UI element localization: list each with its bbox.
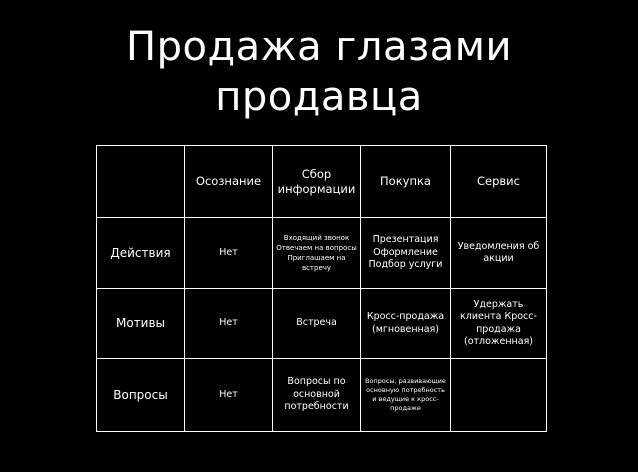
row-label-motives: Мотивы (97, 289, 185, 359)
header-information-gathering: Сбор информации (273, 146, 361, 218)
sales-stages-table (96, 145, 547, 432)
cell-motives-information: Встреча (273, 289, 361, 359)
cell-questions-information: Вопросы по основной потребности (273, 359, 361, 432)
cell-motives-awareness: Нет (185, 289, 273, 359)
cell-motives-service: Удержать клиента Кросс-продажа (отложенная) (451, 289, 547, 359)
cell-questions-service (451, 359, 547, 432)
cell-questions-purchase: Вопросы, развивающие основную потребность и ведущие к кросс-продаже (361, 359, 451, 432)
header-corner-cell (97, 146, 185, 218)
header-purchase: Покупка (361, 146, 451, 218)
cell-actions-service: Уведомления об акции (451, 218, 547, 289)
table-row-actions (97, 218, 547, 289)
cell-actions-purchase: Презентация Оформление Подбор услуги (361, 218, 451, 289)
cell-actions-information: Входящий звонок Отвечаем на вопросы Приглашаем на встречу (273, 218, 361, 289)
table-row-motives (97, 289, 547, 359)
slide-title (0, 22, 638, 122)
row-label-questions: Вопросы (97, 359, 185, 432)
header-row (97, 146, 547, 218)
slide-title-line-1: Продажа глазами (126, 24, 512, 70)
header-service: Сервис (451, 146, 547, 218)
cell-questions-awareness: Нет (185, 359, 273, 432)
table-row-questions (97, 359, 547, 432)
row-label-actions: Действия (97, 218, 185, 289)
header-awareness: Осознание (185, 146, 273, 218)
cell-actions-awareness: Нет (185, 218, 273, 289)
slide-title-line-2: продавца (215, 74, 423, 120)
cell-motives-purchase: Кросс-продажа (мгновенная) (361, 289, 451, 359)
